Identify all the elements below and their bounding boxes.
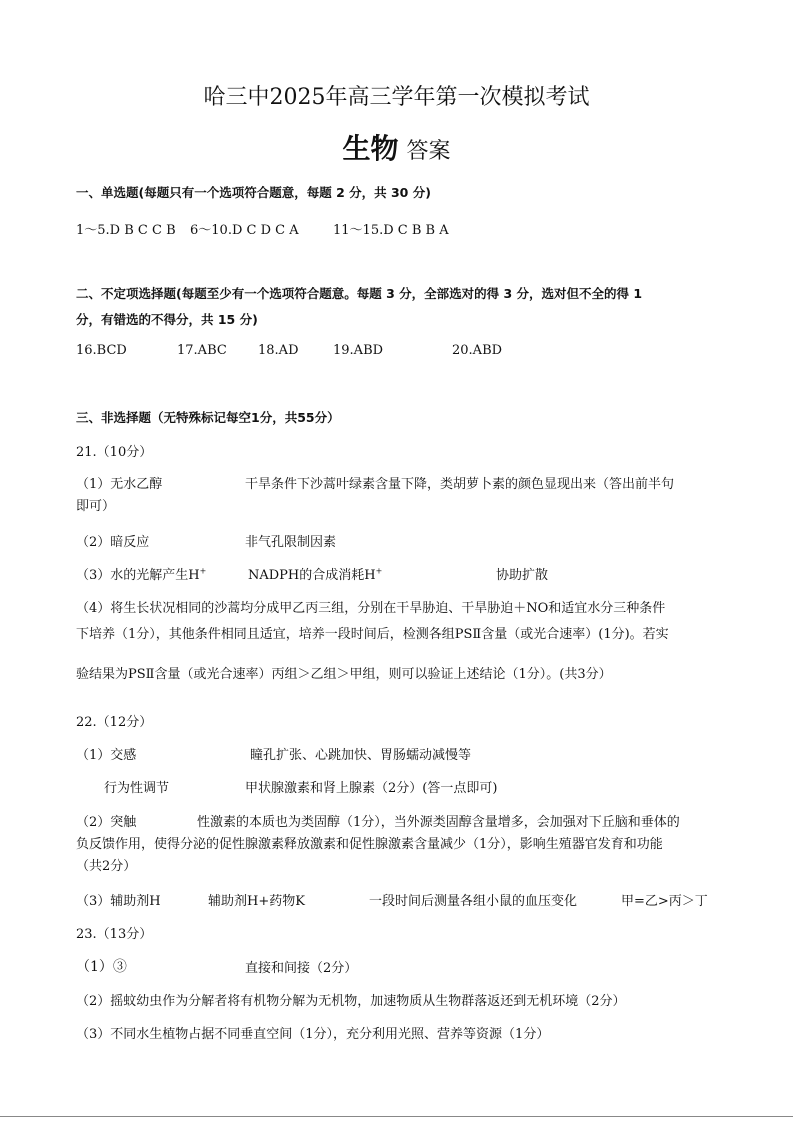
q22-p1-effects: 瞳孔扩张、心跳加快、胃肠蠕动减慢等 [250, 748, 472, 763]
page-bottom-divider [0, 1116, 793, 1117]
q21-p3-c: 协助扩散 [496, 568, 549, 583]
section2-heading-line1: 二、不定项选择题(每题至少有一个选项符合题意。每题 3 分，全部选对的得 3 分，选对但不全的得 1 [76, 286, 643, 301]
answer-20: 20.ABD [452, 343, 503, 358]
q21-p1-explanation-line1: 干旱条件下沙蒿叶绿素含量下降，类胡萝卜素的颜色显现出来（答出前半句 [245, 477, 675, 492]
q23-p2: （2）摇蚊幼虫作为分解者将有机物分解为无机物，加速物质从生物群落返还到无机环境（2分） [76, 994, 626, 1009]
q22-p1-regulation: 行为性调节 [104, 781, 170, 796]
subject-label: 生物 [342, 132, 399, 165]
q21-p4-line2: 下培养（1分），其他条件相同且适宜，培养一段时间后，检测各组PSⅡ含量（或光合速率）(1分)。若实 [76, 627, 669, 642]
q21-p2-factor: 非气孔限制因素 [245, 535, 337, 550]
section1-heading: 一、单选题(每题只有一个选项符合题意，每题 2 分，共 30 分) [76, 185, 431, 200]
subtitle [0, 127, 793, 167]
q22-label: 22.（12分） [76, 715, 153, 730]
answer-19: 19.ABD [333, 343, 384, 358]
page-title: 哈三中2025年高三学年第一次模拟考试 [203, 85, 590, 110]
q21-p1-explanation-line2: 即可） [76, 499, 116, 514]
answer-1-5: 1～5.D B C C B [76, 223, 176, 238]
section2-heading-line2: 分，有错选的不得分，共 15 分) [76, 312, 258, 327]
q22-p3-a: （3）辅助剂H [76, 894, 161, 909]
answer-18: 18.AD [258, 343, 299, 358]
answer-16: 16.BCD [76, 343, 127, 358]
q22-p3-d: 甲=乙>丙＞丁 [621, 894, 708, 909]
answer-label: 答案 [406, 139, 451, 164]
q22-p2-answer: （2）突触 [76, 815, 137, 830]
q22-p3-b: 辅助剂H+药物K [208, 894, 305, 909]
q21-label: 21.（10分） [76, 445, 153, 460]
superscript-plus: + [199, 566, 207, 576]
q22-p2-explanation-line3: （共2分） [76, 859, 137, 874]
answer-17: 17.ABC [177, 343, 227, 358]
q21-p3-a: （3）水的光解产生H+ [76, 566, 207, 583]
q23-label: 23.（13分） [76, 927, 153, 942]
answer-6-10: 6～10.D C D C A [190, 223, 299, 238]
q22-p1-answer: （1）交感 [76, 748, 137, 763]
q21-p4-line3: 验结果为PSⅡ含量（或光合速率）丙组＞乙组＞甲组，则可以验证上述结论（1分）。(共3分） [76, 667, 612, 682]
superscript-plus: + [375, 566, 383, 576]
q21-p3-b: NADPH的合成消耗H+ [248, 566, 383, 583]
q21-p2-answer: （2）暗反应 [76, 535, 150, 550]
q22-p2-explanation-line2: 负反馈作用，使得分泌的促性腺激素释放激素和促性腺激素含量减少（1分），影响生殖器官发育和功能 [76, 837, 663, 852]
q22-p2-explanation-line1: 性激素的本质也为类固醇（1分），当外源类固醇含量增多，会加强对下丘脑和垂体的 [197, 815, 680, 830]
q23-p1-value: 直接和间接（2分） [245, 961, 358, 976]
answer-11-15: 11～15.D C B B A [333, 223, 449, 238]
q23-p1-answer: （1）③ [76, 959, 127, 975]
q22-p1-hormones: 甲状腺激素和肾上腺素（2分）(答一点即可) [245, 781, 498, 796]
q21-p4-line1: （4）将生长状况相同的沙蒿均分成甲乙丙三组，分别在干旱胁迫、干旱胁迫＋NO和适宜水分三种条件 [76, 601, 666, 616]
q21-p1-answer: （1）无水乙醇 [76, 477, 163, 492]
q22-p3-c: 一段时间后测量各组小鼠的血压变化 [369, 894, 578, 909]
section3-heading: 三、非选择题（无特殊标记每空1分，共55分） [76, 410, 340, 425]
q23-p3: （3）不同水生植物占据不同垂直空间（1分），充分利用光照、营养等资源（1分） [76, 1027, 550, 1042]
